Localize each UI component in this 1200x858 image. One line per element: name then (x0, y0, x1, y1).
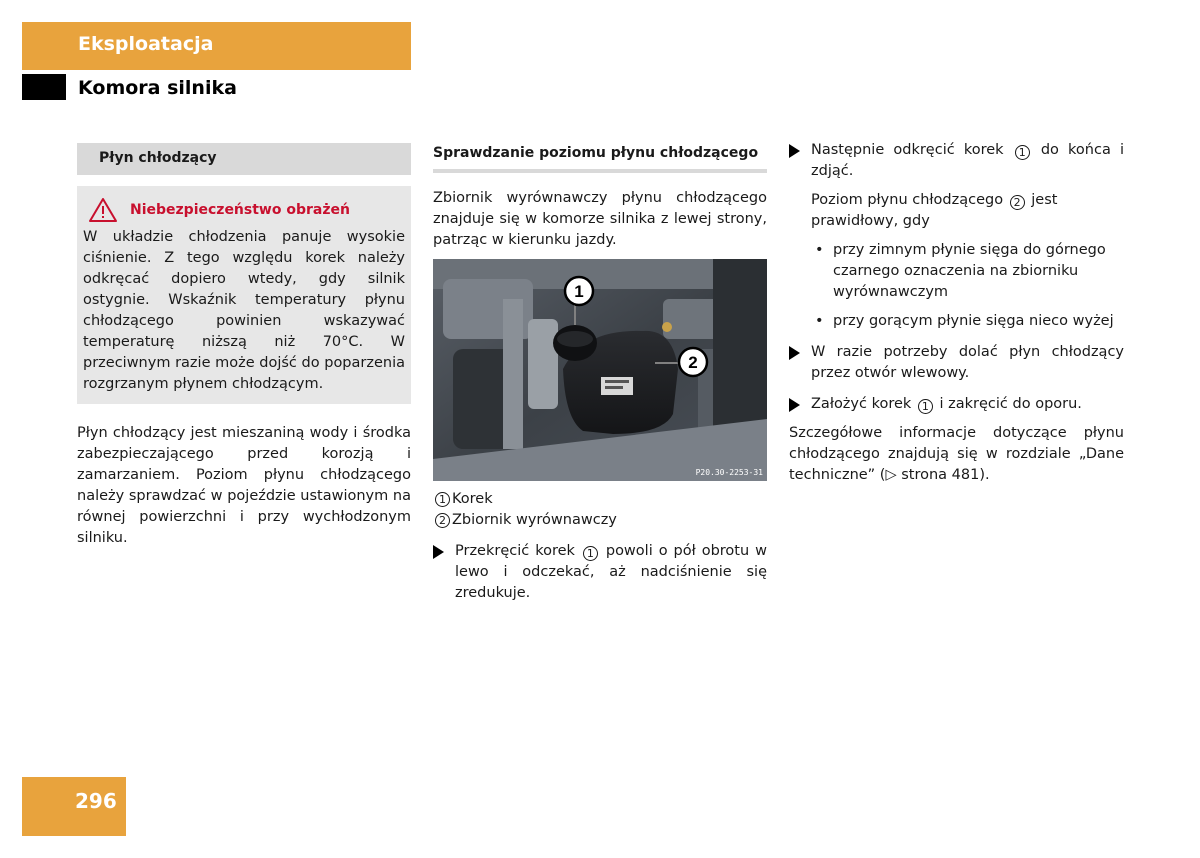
warning-box (77, 186, 411, 404)
level-text (789, 190, 1124, 232)
reference-text (789, 423, 1124, 486)
chapter-title: Eksploatacja (78, 33, 214, 55)
legend-item (433, 489, 767, 510)
warning-triangle-icon (88, 197, 118, 223)
bullet-marker: • (815, 313, 824, 329)
step-arrow-icon (433, 545, 444, 559)
step-text: Założyć korek (811, 396, 912, 412)
step-arrow-icon (789, 144, 800, 158)
page-ref-arrow-icon: ▷ (885, 467, 897, 483)
legend-label: Korek (452, 491, 493, 507)
left-column (77, 143, 411, 549)
step-text: do końca i zdjąć. (811, 142, 1125, 179)
step-refill (789, 342, 1124, 384)
photo-callout-2: 2 (688, 353, 698, 372)
reference-text-part: Szczegółowe informacje dotyczące płynu chłodzącego znajdują się w rozdziale „Dane techniczne” ( (789, 425, 1124, 483)
reference-text-part: strona 481). (896, 467, 990, 483)
list-item (789, 240, 1124, 303)
step-text: W razie potrzeby dolać płyn chłodzący przez otwór wlewowy. (811, 344, 1124, 381)
photo-callout-1: 1 (574, 282, 584, 301)
warning-text: W układzie chłodzenia panuje wysokie ciśnienie. Z tego względu korek należy odkręcać dopiero wtedy, gdy silnik ostygnie. Wskaźnik temperatury płynu chłodzącego powinien wskazywać temperaturę niższą niż 70°C. W przeciwnym razie może dojść do poparzenia rozgrzanym płynem chłodzącym. (83, 229, 405, 392)
middle-column (433, 143, 767, 604)
step-remove-cap (789, 140, 1124, 182)
photo-legend (433, 489, 767, 531)
level-text-part: jest prawidłowy, gdy (811, 192, 1058, 229)
step-text: i zakręcić do oporu. (939, 396, 1082, 412)
legend-label: Zbiornik wyrównawczy (452, 512, 617, 528)
reservoir-intro: Zbiornik wyrównawczy płynu chłodzącego znajduje się w komorze silnika z lewej strony, patrząc w kierunku jazdy. (433, 190, 767, 248)
bullet-text: przy gorącym płynie sięga nieco wyżej (833, 313, 1114, 329)
step-text: powoli o pół obrotu w lewo i odczekać, aż nadciśnienie się zredukuje. (455, 543, 767, 601)
check-level-heading: Sprawdzanie poziomu płynu chłodzącego (433, 143, 767, 173)
section-title: Komora silnika (78, 77, 237, 99)
section-marker (22, 74, 66, 100)
step-arrow-icon (789, 398, 800, 412)
photo-code: P20.30-2253-31 (695, 468, 763, 477)
legend-number: 2 (435, 513, 450, 528)
step-text: Następnie odkręcić korek (811, 142, 1004, 158)
step-number: 1 (583, 546, 598, 561)
level-number: 2 (1010, 195, 1025, 210)
right-column (789, 140, 1124, 486)
bullet-marker: • (815, 242, 824, 258)
level-text-part: Poziom płynu chłodzącego (811, 192, 1004, 208)
step-fit-cap (789, 394, 1124, 415)
list-item (789, 311, 1124, 332)
coolant-heading: Płyn chłodzący (77, 143, 411, 175)
step-number: 1 (1015, 145, 1030, 160)
engine-bay-photo (433, 259, 767, 481)
step-number: 1 (918, 399, 933, 414)
legend-item (433, 510, 767, 531)
bullet-text: przy zimnym płynie sięga do górnego czarnego oznaczenia na zbiorniku wyrównawczym (833, 242, 1106, 300)
warning-title: Niebezpieczeństwo obrażeń (130, 201, 350, 218)
legend-number: 1 (435, 492, 450, 507)
coolant-paragraph: Płyn chłodzący jest mieszaniną wody i środka zabezpieczającego przed korozją i zamarzaniem. Poziom płynu chłodzącego należy sprawdzać w pojeździe ustawionym na równej powierzchni i przy wychłodzonym silniku. (77, 425, 411, 546)
warning-header (83, 196, 405, 224)
step-text: Przekręcić korek (455, 543, 575, 559)
step-turn-cap (433, 541, 767, 604)
page-number: 296 (75, 789, 117, 813)
step-arrow-icon (789, 346, 800, 360)
